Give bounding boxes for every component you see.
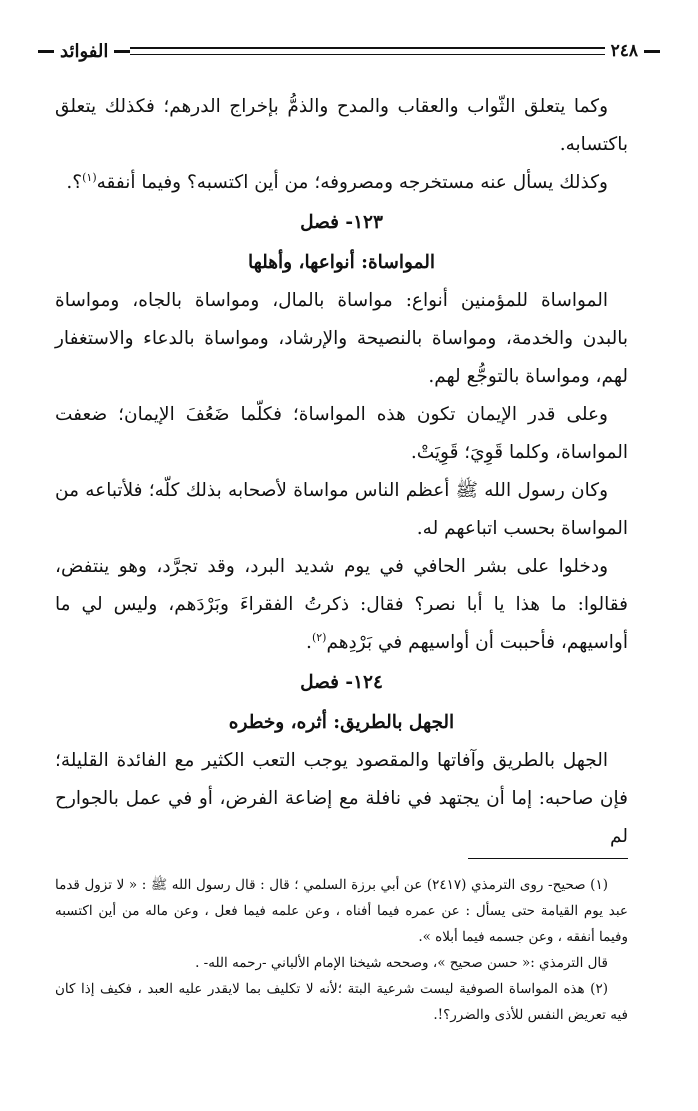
- paragraph-6: [55, 548, 628, 662]
- section-123-heading: المواساة: أنواعها، وأهلها: [248, 252, 435, 273]
- footnote-separator: [468, 858, 628, 859]
- paragraph-1: وكما يتعلق الثّواب والعقاب والمدح والذمُّ بإخراج الدرهم؛ فكذلك يتعلق باكتسابه.: [55, 96, 628, 155]
- paragraph-5: وكان رسول الله ﷺ أعظم الناس مواساة لأصحابه بذلك كلّه؛ فلأتباعه من المواساة بحسب اتباعهم له.: [55, 480, 628, 539]
- main-text: [55, 88, 628, 856]
- paragraph-2: [55, 164, 628, 202]
- header-dash-right: [644, 50, 660, 53]
- paragraph-7: الجهل بالطريق وآفاتها والمقصود يوجب التعب الكثير مع الفائدة القليلة؛ فإن صاحبه: إما أن يجتهد في نافلة مع إضاعة الفرض، أو في عمل بالجوارح لم: [55, 750, 628, 847]
- header-rule: [130, 47, 604, 55]
- section-123-title: ١٢٣- فصل: [300, 212, 383, 233]
- paragraph-6-end: .: [306, 632, 312, 653]
- footnote-1: (١) صحيح- روى الترمذي (٢٤١٧) عن أبي برزة السلمي ؛ قال : قال رسول الله ﷺ : « لا تزول قدما عبد يوم القيامة حتى يسأل : عن عمره فيما أفناه ، وعن علمه فيما فعل ، وعن ماله من أين اكتسبه وفيما أنفقه ، وعن جسمه فيما أبلاه ».: [55, 877, 628, 945]
- paragraph-3: المواساة للمؤمنين أنواع: مواساة بالمال، ومواساة بالجاه، ومواساة بالبدن والخدمة، ومواساة بالنصيحة والإرشاد، ومواساة بالدعاء والاستغفار لهم، ومواساة بالتوجُّع لهم.: [55, 290, 628, 387]
- book-title: الفوائد: [60, 40, 109, 62]
- footnotes: [55, 872, 628, 1028]
- running-header: [38, 36, 660, 66]
- header-dash-mid: [114, 50, 130, 53]
- section-124-heading: الجهل بالطريق: أثره، وخطره: [228, 712, 455, 733]
- paragraph-2-end: ؟.: [66, 172, 83, 193]
- paragraph-6-text: ودخلوا على بشر الحافي في يوم شديد البرد، وقد تجرَّد، وهو ينتفض، فقالوا: ما هذا يا أبا نصر؟ فقال: ذكرتُ الفقراءَ وبَرْدَهم، وليس لي ما أواسيهم، فأحببت أن أواسيهم في بَرْدِهم: [55, 556, 628, 653]
- footnote-ref-1: (١): [82, 170, 97, 184]
- page-number: ٢٤٨: [610, 41, 638, 61]
- header-dash-left: [38, 50, 54, 53]
- footnote-1-grading: قال الترمذي :« حسن صحيح »، وصححه شيخنا الإمام الألباني -رحمه الله- .: [195, 955, 608, 971]
- footnote-ref-2: (٢): [311, 630, 327, 644]
- paragraph-4: وعلى قدر الإيمان تكون هذه المواساة؛ فكلّما ضَعُفَ الإيمان؛ ضعفت المواساة، وكلما قَوِيَ؛ قَوِيَتْ.: [55, 404, 628, 463]
- footnote-2: (٢) هذه المواساة الصوفية ليست شرعية البتة ؛لأنه لا تكليف بما لايقدر عليه العبد ، فكيف إذا كان فيه تعريض النفس للأذى والضرر؟!.: [55, 981, 628, 1023]
- section-124-title: ١٢٤- فصل: [300, 672, 383, 693]
- paragraph-2-text: وكذلك يسأل عنه مستخرجه ومصروفه؛ من أين اكتسبه؟ وفيما أنفقه: [96, 172, 608, 193]
